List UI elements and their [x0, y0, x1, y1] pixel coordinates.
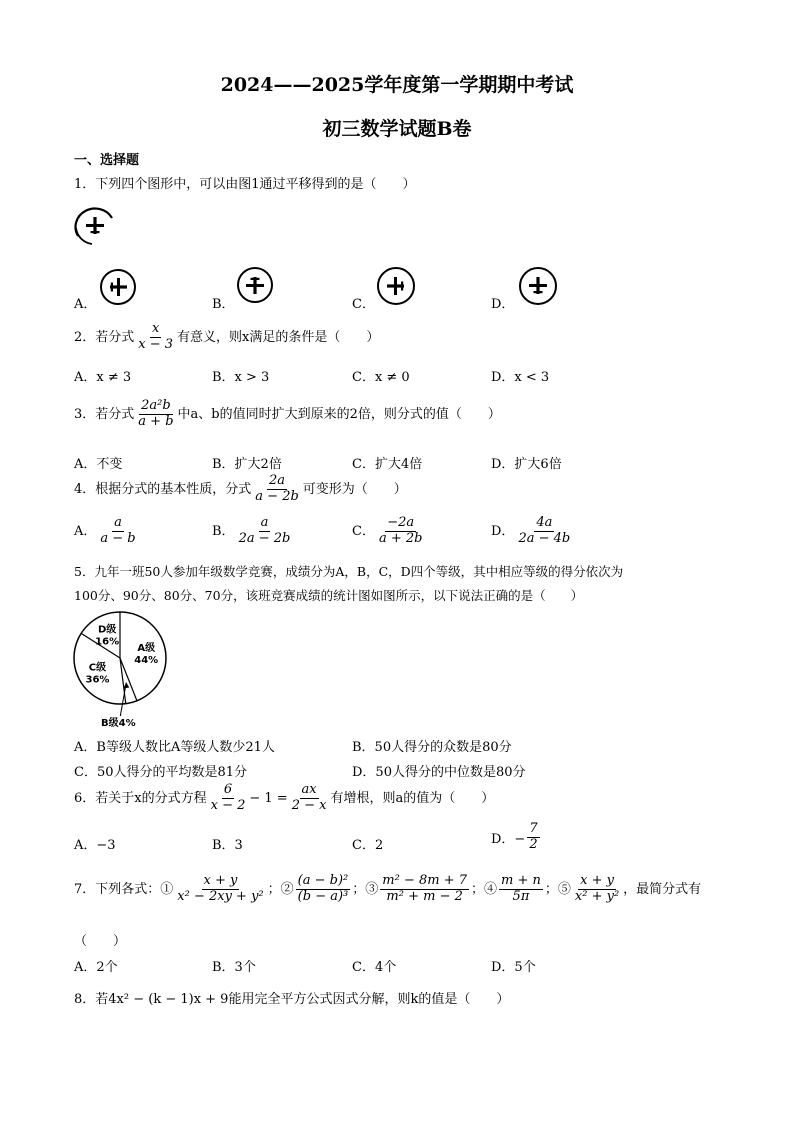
question-7-line2: （ ） — [74, 934, 127, 949]
q3-frac-num: 2a²b — [141, 398, 171, 413]
q5-option-a[interactable]: A．B等级人数比A等级人数少21人 — [74, 740, 275, 755]
frac-den: x² + y² — [574, 888, 620, 904]
frac-num: 4a — [536, 515, 553, 530]
frac-den: x² − 2xy + y² — [177, 888, 264, 904]
q7-option-d[interactable]: D．5个 — [491, 960, 536, 975]
q7-fraction-2 — [296, 874, 351, 905]
question-4 — [74, 474, 407, 505]
q7-prefix: 7．下列各式：① — [74, 881, 174, 897]
q3-option-d[interactable]: D．扩大6倍 — [491, 457, 562, 472]
q7-option-a[interactable]: A．2个 — [74, 960, 118, 975]
q4-fraction — [253, 474, 301, 505]
exam-subtitle: 初三数学试题B卷 — [322, 118, 472, 140]
q7-fraction-1 — [175, 874, 265, 905]
q4-option-d-fraction — [516, 516, 572, 547]
q4-suffix: 可变形为（ ） — [302, 481, 407, 497]
frac-num: 7 — [529, 821, 538, 836]
frac-den: a + 2b — [378, 530, 423, 546]
q6-option-c[interactable]: C．2 — [352, 838, 384, 853]
question-1-text: 1．下列四个图形中，可以由图1通过平移得到的是（ ） — [74, 177, 416, 192]
q7-option-c[interactable]: C．4个 — [352, 960, 397, 975]
pie-label-A级: A级 44% — [134, 643, 159, 667]
frac-num: −2a — [387, 515, 415, 530]
q2-frac-den: x − 3 — [138, 336, 174, 352]
q7-sep-4: ；④ — [471, 881, 498, 897]
pie-label-B级: B级4% — [100, 718, 136, 729]
question-5-line1: 5．九年一班50人参加年级数学竞赛，成绩分为A，B，C，D四个等级，其中相应等级的得分依次为 — [74, 564, 624, 579]
q4-option-b[interactable] — [212, 516, 294, 547]
q4-prefix: 4．根据分式的基本性质，分式 — [74, 481, 252, 497]
q4-option-b-label: B． — [212, 523, 235, 539]
q4-option-c-label: C． — [352, 523, 375, 539]
q6-fraction-2 — [290, 783, 329, 814]
q3-option-b[interactable]: B．扩大2倍 — [212, 457, 282, 472]
q1-option-a-label: A． — [74, 297, 97, 312]
q6-option-d-label: D．− — [491, 831, 526, 847]
q1-option-b[interactable] — [212, 293, 235, 312]
q6-option-d-fraction — [527, 822, 539, 853]
frac-num: x + y — [203, 873, 238, 888]
question-7 — [74, 874, 701, 905]
airplane-icon — [516, 266, 560, 306]
q5-option-b[interactable]: B．50人得分的众数是80分 — [352, 740, 512, 755]
q6-middle: − 1 = — [249, 790, 288, 806]
q1-option-b-label: B． — [212, 297, 235, 312]
q1-option-d-label: D． — [491, 297, 515, 312]
airplane-icon — [97, 268, 139, 306]
frac-den: 5π — [512, 888, 530, 904]
q4-option-a-label: A． — [74, 523, 97, 539]
q3-fraction — [136, 399, 175, 430]
q7-sep-5: ；⑤ — [544, 881, 571, 897]
q5-option-d[interactable]: D．50人得分的中位数是80分 — [352, 765, 526, 780]
q4-frac-num: 2a — [269, 473, 286, 488]
airplane-rotated-icon — [234, 266, 276, 304]
q6-option-b[interactable]: B．3 — [212, 838, 243, 853]
frac-num: a — [260, 515, 269, 530]
q6-option-a[interactable]: A．−3 — [74, 838, 116, 853]
frac-den: 2a − 2b — [238, 530, 291, 546]
q1-option-c-label: C． — [352, 297, 375, 312]
frac-num: ax — [301, 782, 317, 797]
q2-prefix: 2．若分式 — [74, 329, 135, 345]
q4-option-a[interactable] — [74, 516, 140, 547]
q7-fraction-4 — [499, 874, 543, 905]
frac-den: m² + m − 2 — [386, 888, 463, 904]
q3-suffix: 中a、b的值同时扩大到原来的2倍，则分式的值（ ） — [177, 406, 501, 422]
q1-option-d[interactable] — [491, 293, 514, 312]
q2-option-a[interactable]: A．x ≠ 3 — [74, 370, 132, 385]
question-2 — [74, 322, 379, 353]
q4-option-c-fraction — [377, 516, 425, 547]
q4-option-d[interactable] — [491, 516, 574, 547]
exam-title: 2024——2025学年度第一学期期中考试 — [220, 74, 574, 96]
question-5-line2: 100分、90分、80分、70分，该班竞赛成绩的统计图如图所示，以下说法正确的是（ ） — [74, 588, 584, 603]
frac-num: a — [114, 515, 122, 530]
frac-den: (b − a)³ — [297, 888, 349, 904]
pie-label-D级: D级 16% — [95, 624, 120, 648]
q6-option-d[interactable] — [491, 822, 542, 853]
q7-sep-2: ；② — [267, 881, 294, 897]
airplane-icon — [373, 266, 419, 306]
q3-prefix: 3．若分式 — [74, 406, 135, 422]
q1-option-c[interactable] — [352, 293, 375, 312]
frac-den: a − b — [100, 530, 136, 546]
q4-option-d-label: D． — [491, 523, 515, 539]
q2-option-b[interactable]: B．x > 3 — [212, 370, 270, 385]
section-title: 一、选择题 — [74, 153, 140, 168]
frac-den: x − 2 — [210, 797, 246, 813]
frac-num: m + n — [501, 873, 541, 888]
frac-num: 6 — [223, 782, 233, 797]
q7-option-b[interactable]: B．3个 — [212, 960, 256, 975]
q4-option-c[interactable] — [352, 516, 426, 547]
q6-prefix: 6．若关于x的分式方程 — [74, 790, 207, 806]
q4-frac-den: a − 2b — [255, 488, 299, 504]
q7-suffix: ，最简分式有 — [623, 881, 702, 897]
pie-chart — [70, 608, 174, 732]
q2-frac-num: x — [151, 321, 160, 336]
frac-num: m² − 8m + 7 — [382, 873, 468, 888]
q7-fraction-5 — [573, 874, 621, 905]
frac-den: 2a − 4b — [518, 530, 571, 546]
q1-option-a[interactable] — [74, 293, 96, 312]
q7-sep-3: ；③ — [352, 881, 379, 897]
q2-suffix: 有意义，则x满足的条件是（ ） — [177, 329, 380, 345]
q3-frac-den: a + b — [138, 413, 174, 429]
q4-option-a-fraction — [98, 516, 137, 547]
pie-label-C级: C级 36% — [85, 662, 110, 686]
q2-option-c[interactable]: C．x ≠ 0 — [352, 370, 410, 385]
question-3 — [74, 399, 501, 430]
q5-option-c[interactable]: C．50人得分的平均数是81分 — [74, 765, 248, 780]
q4-option-b-fraction — [237, 516, 293, 547]
q6-fraction-1 — [209, 783, 248, 814]
question-8-text: 8．若4x² − (k − 1)x + 9能用完全平方公式因式分解，则k的值是（ ） — [74, 992, 510, 1007]
frac-num: (a − b)² — [297, 873, 349, 888]
q2-option-d[interactable]: D．x < 3 — [491, 370, 550, 385]
q3-option-c[interactable]: C．扩大4倍 — [352, 457, 423, 472]
frac-num: x + y — [580, 873, 614, 888]
frac-den: 2 — [529, 836, 538, 852]
airplane-icon — [72, 206, 118, 246]
q7-fraction-3 — [380, 874, 469, 905]
frac-den: 2 − x — [291, 797, 327, 813]
question-6 — [74, 783, 494, 814]
q6-suffix: 有增根，则a的值为（ ） — [330, 790, 495, 806]
q2-fraction — [136, 322, 175, 353]
q3-option-a[interactable]: A．不变 — [74, 457, 123, 472]
